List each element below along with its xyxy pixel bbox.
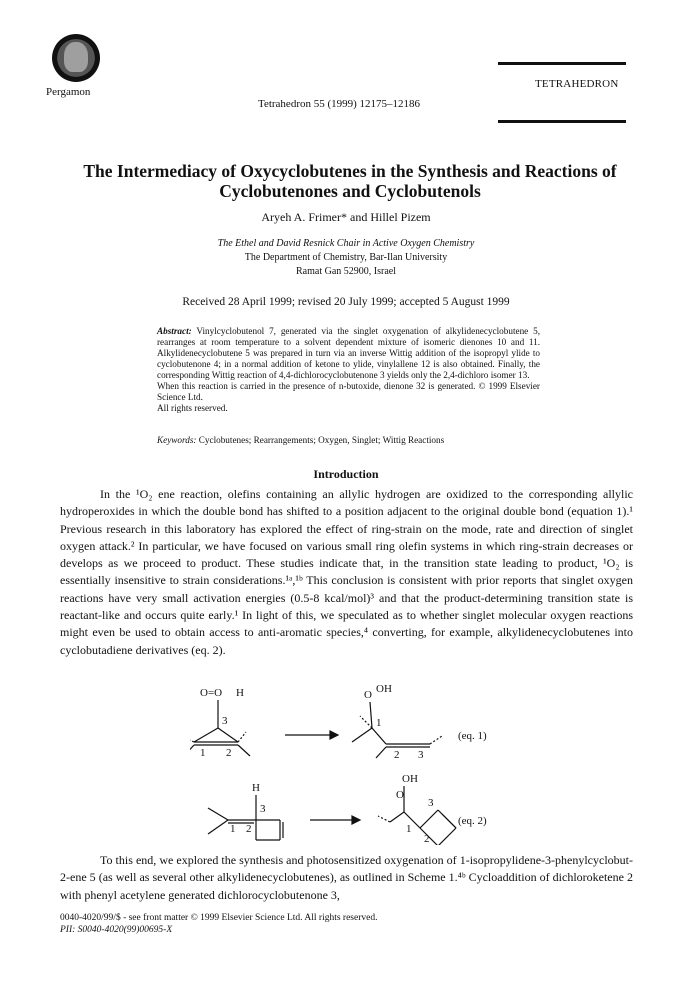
abstract-text-2: When this reaction is carried in the presence of n-butoxide, dienone 32 is generated. © 1999 Elsevier Science Ltd. <box>157 381 540 402</box>
atom-3-product-eq2: 3 <box>428 797 434 809</box>
equation-2-labels <box>230 773 487 845</box>
h-label-eq1: H <box>236 687 244 699</box>
header-rule-bottom <box>498 120 626 123</box>
abstract <box>157 326 540 414</box>
atom-1-eq2: 1 <box>230 823 236 835</box>
title-line-2: Cyclobutenones and Cyclobutenols <box>219 181 481 201</box>
atom-2-product-eq2: 2 <box>424 833 430 845</box>
received-dates: Received 28 April 1999; revised 20 July 1999; accepted 5 August 1999 <box>182 296 510 308</box>
publisher-name: Pergamon <box>46 86 91 98</box>
oh-label-eq2: OH <box>402 773 418 785</box>
atom-1-product-eq1: 1 <box>376 717 382 729</box>
paragraph-2: To this end, we explored the synthesis and photosensitized oxygenation of 1-isopropylidene-3-phenylcyclobut-2-ene 5 (as well as several other alkylidenecyclobutenes), as outlined in Scheme 1.⁴ᵇ Cycloaddition of dichloroketene 2 with phenyl acetylene generated dichlorocyclobutenone 3, <box>60 853 633 902</box>
oh-label-eq1: OH <box>376 683 392 695</box>
paper-title <box>80 161 620 201</box>
keywords-text: Cyclobutenes; Rearrangements; Oxygen, Singlet; Wittig Reactions <box>198 435 445 445</box>
reaction-schemes <box>190 680 520 845</box>
o2-label: O=O <box>200 687 223 699</box>
header-rule-top <box>498 62 626 65</box>
affiliation-chair: The Ethel and David Resnick Chair in Active Oxygen Chemistry <box>217 238 475 249</box>
atom-1-eq1: 1 <box>200 747 206 759</box>
atom-2-product-eq1: 2 <box>394 749 400 761</box>
footer-copyright: 0040-4020/99/$ - see front matter © 1999 Elsevier Science Ltd. All rights reserved. <box>60 913 378 923</box>
h-label-eq2: H <box>252 782 260 794</box>
footer-pii: PII: S0040-4020(99)00695-X <box>60 925 173 935</box>
affiliation-department: The Department of Chemistry, Bar-Ilan University <box>244 252 448 263</box>
atom-2-eq2: 2 <box>246 823 252 835</box>
o-label-eq2: O <box>396 789 404 801</box>
atom-3-eq1: 3 <box>222 715 228 727</box>
introduction-paragraph-2 <box>60 852 633 904</box>
equation-2 <box>208 786 456 845</box>
abstract-label: Abstract: <box>157 326 192 336</box>
atom-3-product-eq1: 3 <box>418 749 424 761</box>
o-label-eq1: O <box>364 689 372 701</box>
footer <box>60 912 377 936</box>
abstract-rights: All rights reserved. <box>157 403 228 413</box>
atom-1-product-eq2: 1 <box>406 823 412 835</box>
journal-name: TETRAHEDRON <box>535 78 619 90</box>
affiliation-city: Ramat Gan 52900, Israel <box>296 266 396 277</box>
introduction-paragraph-1 <box>60 486 633 659</box>
paragraph-1: In the ¹O₂ ene reaction, olefins containing an allylic hydrogen are oxidized to the corresponding allylic hydroperoxides in which the double bond has shifted to a position adjacent to the original double bond (equation 1).¹ Previous research in this laboratory has explored the effect of ring-strain on the mode, rate and direction of singlet oxygen attack.² In particular, we have focused on various small ring olefin systems in which ring-strain decreases or develops as we proceed to product. These studies indicate that, in the transition state leading to product, ¹O₂ is essentially insensitive to strain considerations.¹ᵃ,¹ᵇ This conclusion is consistent with prior reports that singlet oxygen reactions have very small activation energies (0.5-8 kcal/mol)³ and that the product-determining transition state is reactant-like and occurs quite early.¹ In light of this, we speculated as to whether singlet molecular oxygen reactions might even be used to obtain access to anti-aromatic species,⁴ converting, for example, alkylidenecyclobutenes into cyclobutadiene derivatives (eq. 2). <box>60 487 633 657</box>
section-title-introduction: Introduction <box>313 467 379 481</box>
keywords-label: Keywords: <box>157 435 197 445</box>
title-line-1: The Intermediacy of Oxycyclobutenes in the Synthesis and Reactions of <box>83 161 617 181</box>
journal-reference: Tetrahedron 55 (1999) 12175–12186 <box>258 98 421 110</box>
abstract-text: Vinylcyclobutenol 7, generated via the singlet oxygenation of alkylidenecyclobutene 5, rearranges at room temperature to a solvent dependent mixture of isomeric dienones 10 and 11. Alkylidenecyclobutene 5 was prepared in turn via an inverse Wittig addition of the isopropyl ylide to cyclobutenone 4; in a normal addition of ketone to ylide, vinylallene 12 is also obtained. Finally, the corresponding Wittig reaction of 4,4-dichlorocyclobutenone 3 yields only the 2,4-dichloro isomer 13. <box>157 326 540 380</box>
atom-3-eq2: 3 <box>260 803 266 815</box>
publisher-logo <box>52 34 100 82</box>
eq2-label: (eq. 2) <box>458 815 487 827</box>
authors: Aryeh A. Frimer* and Hillel Pizem <box>261 210 431 224</box>
eq1-label: (eq. 1) <box>458 730 487 742</box>
keywords <box>157 435 540 445</box>
atom-2-eq1: 2 <box>226 747 232 759</box>
